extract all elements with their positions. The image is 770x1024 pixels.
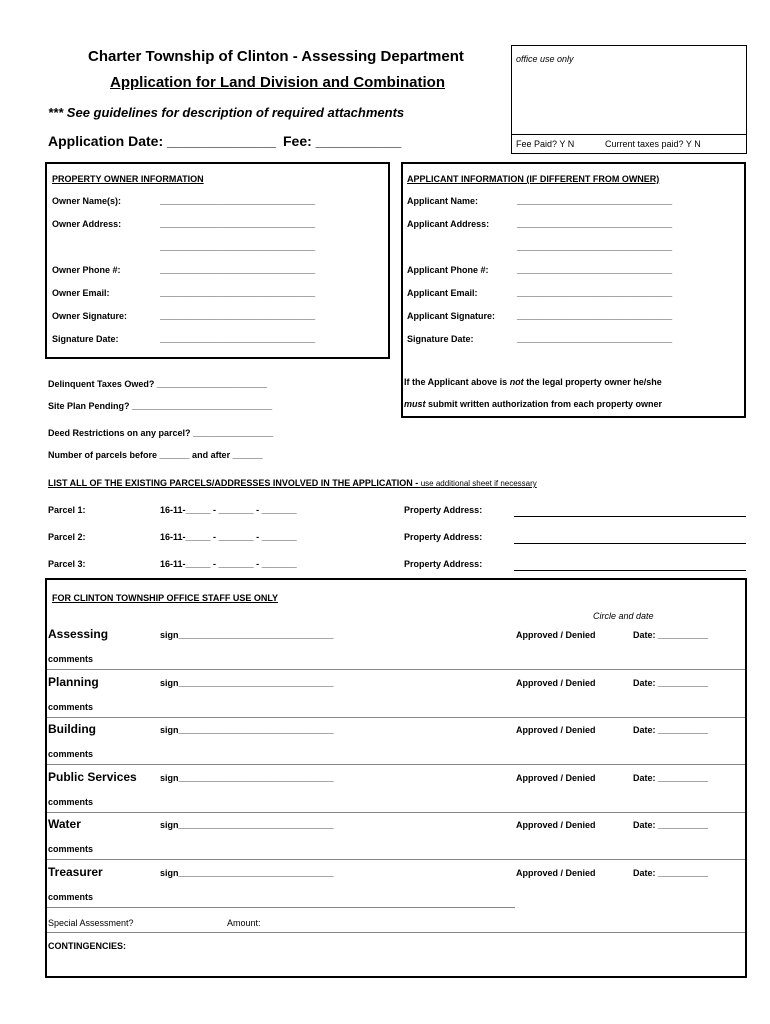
applicant-note-line2: must submit written authorization from each property owner: [404, 399, 663, 409]
staff-heading: FOR CLINTON TOWNSHIP OFFICE STAFF USE ONLY: [52, 593, 279, 603]
applicant-field-label: Applicant Email:: [407, 288, 478, 298]
property-address-label: Property Address:: [404, 505, 483, 515]
parcel-number-field[interactable]: 16-11-_____ - _______ - _______: [160, 505, 297, 515]
divider: [47, 764, 745, 765]
guidelines-note: *** See guidelines for description of required attachments: [48, 105, 405, 120]
department-name: Planning: [48, 674, 99, 689]
owner-field-input-line[interactable]: _______________________________: [160, 265, 316, 275]
parcel-number-field[interactable]: 16-11-_____ - _______ - _______: [160, 532, 297, 542]
applicant-field-label: Applicant Phone #:: [407, 265, 489, 275]
department-sign-field[interactable]: sign_______________________________: [160, 677, 334, 688]
applicant-heading: APPLICANT INFORMATION (IF DIFFERENT FROM OWNER): [407, 174, 660, 184]
owner-heading: PROPERTY OWNER INFORMATION: [52, 174, 204, 184]
divider: [47, 859, 745, 860]
applicant-field-input-line[interactable]: _______________________________: [517, 196, 673, 206]
department-name: Assessing: [48, 627, 109, 641]
parcel-label: Parcel 2:: [48, 532, 86, 542]
owner-field-label: Signature Date:: [52, 334, 119, 344]
site-plan-field[interactable]: Site Plan Pending? ____________________________: [48, 401, 273, 411]
fee-paid-field[interactable]: Fee Paid? Y N: [516, 139, 575, 149]
staff-section: [45, 578, 747, 978]
department-date-field[interactable]: Date: __________: [633, 772, 709, 783]
applicant-field-input-line[interactable]: _______________________________: [517, 334, 673, 344]
parcel-label: Parcel 1:: [48, 505, 86, 515]
page-title: Charter Township of Clinton - Assessing Department: [88, 48, 464, 65]
applicant-field-label: Signature Date:: [407, 334, 474, 344]
owner-field-input-line[interactable]: _______________________________: [160, 334, 316, 344]
department-comments-label: comments: [48, 891, 94, 902]
property-address-input-line[interactable]: [514, 516, 746, 517]
applicant-field-input-line[interactable]: _______________________________: [517, 219, 673, 229]
owner-field-input-line[interactable]: _______________________________: [160, 219, 316, 229]
applicant-field-label: Applicant Address:: [407, 219, 490, 229]
office-use-divider: [512, 134, 746, 135]
department-date-field[interactable]: Date: __________: [633, 820, 709, 830]
office-use-label: office use only: [516, 54, 574, 64]
owner-field-label: Owner Email:: [52, 288, 110, 298]
office-use-box: [511, 45, 747, 154]
department-sign-field[interactable]: sign_______________________________: [160, 725, 334, 735]
owner-field-label: Owner Phone #:: [52, 265, 121, 275]
applicant-section: [401, 162, 746, 418]
department-sign-field[interactable]: sign_______________________________: [160, 772, 334, 783]
parcels-heading: LIST ALL OF THE EXISTING PARCELS/ADDRESSES INVOLVED IN THE APPLICATION - use additional sheet if necessary: [48, 478, 537, 488]
divider: [47, 812, 745, 813]
approval-status[interactable]: Approved / Denied: [516, 867, 596, 878]
owner-field-input-line[interactable]: _______________________________: [160, 311, 316, 321]
divider: [47, 717, 745, 718]
amount-field[interactable]: Amount:: [227, 918, 261, 928]
department-comments-label: comments: [48, 654, 94, 664]
department-name: Public Services: [48, 769, 137, 784]
applicant-field-label: Applicant Name:: [407, 196, 479, 206]
department-date-field[interactable]: Date: __________: [633, 867, 709, 878]
taxes-paid-field[interactable]: Current taxes paid? Y N: [605, 139, 701, 149]
parcel-number-field[interactable]: 16-11-_____ - _______ - _______: [160, 559, 297, 569]
approval-status[interactable]: Approved / Denied: [516, 772, 596, 783]
divider: [47, 907, 515, 908]
department-comments-label: comments: [48, 844, 94, 854]
owner-field-label: Owner Name(s):: [52, 196, 122, 206]
divider: [47, 669, 745, 670]
approval-status[interactable]: Approved / Denied: [516, 725, 596, 735]
owner-field-input-line[interactable]: _______________________________: [160, 196, 316, 206]
department-comments-label: comments: [48, 701, 94, 712]
special-assessment-field[interactable]: Special Assessment?: [48, 918, 134, 928]
department-sign-field[interactable]: sign_______________________________: [160, 820, 334, 830]
delinquent-taxes-field[interactable]: Delinquent Taxes Owed? ______________________: [48, 379, 267, 389]
applicant-field-label: Applicant Signature:: [407, 311, 496, 321]
approval-status[interactable]: Approved / Denied: [516, 630, 596, 640]
applicant-field-input-line[interactable]: _______________________________: [517, 265, 673, 275]
owner-field-label: Owner Address:: [52, 219, 122, 229]
department-name: Building: [48, 722, 96, 736]
deed-restrictions-field[interactable]: Deed Restrictions on any parcel? ________________: [48, 428, 274, 438]
page-subtitle: Application for Land Division and Combination: [110, 74, 445, 91]
approval-status[interactable]: Approved / Denied: [516, 677, 596, 688]
property-address-input-line[interactable]: [514, 543, 746, 544]
property-address-input-line[interactable]: [514, 570, 746, 571]
parcels-count-field[interactable]: Number of parcels before ______ and after ______: [48, 450, 263, 460]
applicant-field-input-line[interactable]: _______________________________: [517, 311, 673, 321]
application-date-field[interactable]: Application Date: ______________: [48, 133, 277, 149]
department-date-field[interactable]: Date: __________: [633, 725, 709, 735]
owner-field-input-line[interactable]: _______________________________: [160, 288, 316, 298]
owner-field-label: Owner Signature:: [52, 311, 128, 321]
applicant-field-input-line[interactable]: _______________________________: [517, 242, 673, 252]
parcel-label: Parcel 3:: [48, 559, 86, 569]
property-address-label: Property Address:: [404, 532, 483, 542]
department-date-field[interactable]: Date: __________: [633, 630, 709, 640]
approval-status[interactable]: Approved / Denied: [516, 820, 596, 830]
owner-field-input-line[interactable]: _______________________________: [160, 242, 316, 252]
department-date-field[interactable]: Date: __________: [633, 677, 709, 688]
department-comments-label: comments: [48, 749, 94, 759]
applicant-note-line1: If the Applicant above is not the legal property owner he/she: [404, 377, 662, 387]
property-address-label: Property Address:: [404, 559, 483, 569]
circle-and-date-note: Circle and date: [593, 611, 654, 621]
divider: [47, 932, 745, 933]
applicant-field-input-line[interactable]: _______________________________: [517, 288, 673, 298]
department-sign-field[interactable]: sign_______________________________: [160, 630, 334, 640]
property-owner-section: [45, 162, 390, 359]
department-comments-label: comments: [48, 796, 94, 807]
department-name: Water: [48, 817, 81, 831]
contingencies-label: CONTINGENCIES:: [48, 941, 127, 951]
department-sign-field[interactable]: sign_______________________________: [160, 867, 334, 878]
fee-field[interactable]: Fee: ___________: [283, 133, 402, 149]
department-name: Treasurer: [48, 864, 103, 879]
